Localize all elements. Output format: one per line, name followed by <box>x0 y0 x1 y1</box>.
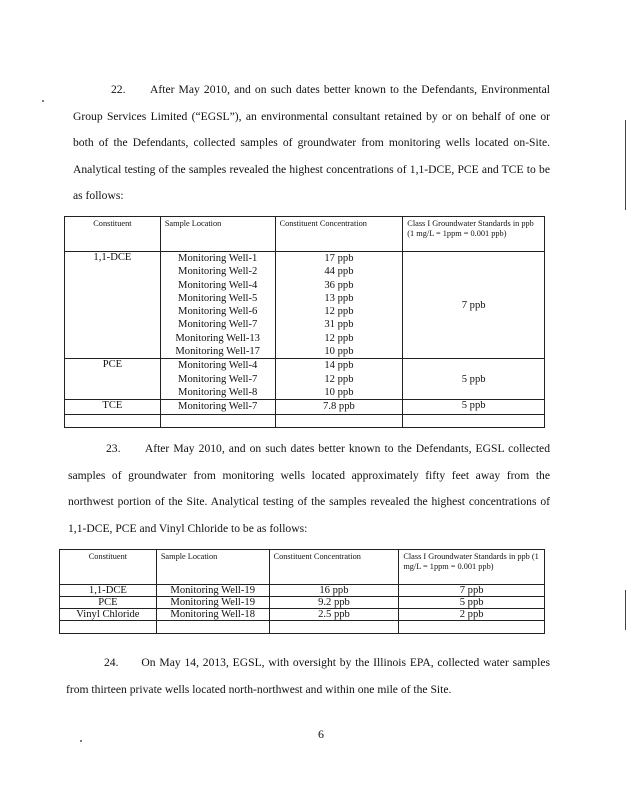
header-concentration: Constituent Concentration <box>275 217 403 252</box>
table-row <box>60 609 545 621</box>
location-value: Monitoring Well-1 <box>178 253 258 264</box>
concentration-value: 36 ppb <box>324 279 354 291</box>
location-value: Monitoring Well-13 <box>175 332 260 344</box>
header-concentration: Constituent Concentration <box>269 550 399 585</box>
location-value: Monitoring Well-6 <box>178 306 258 318</box>
header-standard: Class I Groundwater Standards in ppb (1 mg/L = 1ppm = 0.001 ppb) <box>399 550 545 585</box>
concentration-value: 12 ppb <box>324 332 354 344</box>
table-groundwater-on-site <box>64 216 545 428</box>
location-cell: Monitoring Well-19 <box>156 597 269 609</box>
scan-speck <box>42 100 44 102</box>
table-row <box>60 585 545 597</box>
standard-cell: 7 ppb <box>399 585 545 597</box>
concentration-cell <box>275 359 403 400</box>
concentration-cell: 9.2 ppb <box>269 597 399 609</box>
standard-cell: 5 ppb <box>403 359 545 400</box>
constituent-cell: Vinyl Chloride <box>60 609 157 621</box>
location-value: Monitoring Well-7 <box>178 401 258 413</box>
concentration-cell: 2.5 ppb <box>269 609 399 621</box>
constituent-cell: PCE <box>60 597 157 609</box>
constituent-cell: 1,1-DCE <box>65 252 161 359</box>
paragraph-22: 22. After May 2010, and on such dates better known to the Defendants, Environmental Group Services Limited (“EGSL”), an environmental consultant retained by or on behalf of one or both of the Defendants, collected samples of groundwater from monitoring wells located on-Site. Analytical testing of the samples revealed the highest concentrations of 1,1-DCE, PCE and TCE to be as follows: <box>73 83 550 202</box>
concentration-value: 7.8 ppb <box>323 401 355 413</box>
location-value: Monitoring Well-8 <box>178 386 258 398</box>
constituent-cell: PCE <box>65 359 161 400</box>
concentration-value: 17 ppb <box>324 253 354 264</box>
table-header-row <box>60 550 545 585</box>
page-number: 6 <box>318 727 324 741</box>
paragraph-23: 23. After May 2010, and on such dates better known to the Defendants, EGSL collected samples of groundwater from monitoring wells located approximately fifty feet away from the northwest portion of the Site. Analytical testing of the samples revealed the highest concentrations of 1,1-DCE, PCE and Vinyl Chloride to be as follows: <box>68 442 550 535</box>
header-sample-location: Sample Location <box>160 217 275 252</box>
table-row-empty <box>65 414 545 427</box>
location-cell <box>160 359 275 400</box>
table-row <box>65 359 545 400</box>
concentration-value: 12 ppb <box>324 306 354 318</box>
concentration-cell: 16 ppb <box>269 585 399 597</box>
standard-cell: 5 ppb <box>399 597 545 609</box>
concentration-value: 44 ppb <box>324 266 354 278</box>
concentration-value: 13 ppb <box>324 292 354 304</box>
location-value: Monitoring Well-7 <box>178 319 258 331</box>
concentration-value: 31 ppb <box>324 319 354 331</box>
location-cell: Monitoring Well-18 <box>156 609 269 621</box>
concentration-value: 10 ppb <box>324 386 354 398</box>
paragraph-24: 24. On May 14, 2013, EGSL, with oversight by the Illinois EPA, collected water samples from thirteen private wells located north-northwest and within one mile of the Site. <box>66 656 550 696</box>
location-cell: Monitoring Well-19 <box>156 585 269 597</box>
table-groundwater-northwest <box>59 549 545 634</box>
table-header-row <box>65 217 545 252</box>
location-value: Monitoring Well-4 <box>178 279 258 291</box>
location-value: Monitoring Well-2 <box>178 266 258 278</box>
concentration-cell <box>275 400 403 414</box>
table-row <box>60 597 545 609</box>
location-cell <box>160 400 275 414</box>
location-value: Monitoring Well-7 <box>178 373 258 385</box>
location-value: Monitoring Well-5 <box>178 292 258 304</box>
table-row <box>65 400 545 414</box>
location-value: Monitoring Well-4 <box>178 360 258 372</box>
constituent-cell: TCE <box>65 400 161 414</box>
constituent-cell: 1,1-DCE <box>60 585 157 597</box>
header-constituent: Constituent <box>65 217 161 252</box>
table-row <box>65 252 545 359</box>
concentration-value: 10 ppb <box>324 346 354 358</box>
concentration-value: 12 ppb <box>324 373 354 385</box>
concentration-cell <box>275 252 403 359</box>
header-constituent: Constituent <box>60 550 157 585</box>
header-standard: Class I Groundwater Standards in ppb (1 mg/L = 1ppm = 0.001 ppb) <box>403 217 545 252</box>
table-row-empty <box>60 621 545 634</box>
location-value: Monitoring Well-17 <box>175 346 260 358</box>
header-sample-location: Sample Location <box>156 550 269 585</box>
concentration-value: 14 ppb <box>324 360 354 372</box>
standard-cell: 5 ppb <box>403 400 545 414</box>
standard-cell: 7 ppb <box>403 252 545 359</box>
standard-cell: 2 ppb <box>399 609 545 621</box>
scan-edge-mark <box>625 120 626 210</box>
scan-edge-mark <box>625 590 626 630</box>
location-cell <box>160 252 275 359</box>
